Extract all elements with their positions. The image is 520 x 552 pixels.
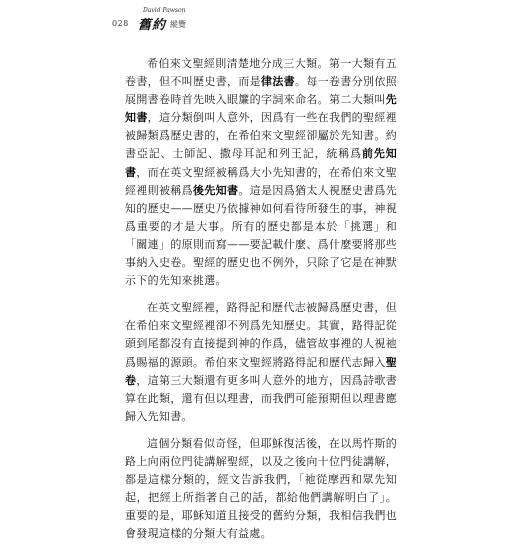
key-term: 後先知書 bbox=[193, 183, 239, 197]
key-term: 先知書 bbox=[125, 93, 397, 125]
text-run: 。這是因爲猶太人視歷史書爲先知的歷史——歷史乃依據神如何看待所發生的事，神視爲重要的才是大事。所有的歷史都是本於「挑選」和「關連」的原則而寫——要記載什麼、爲什麼要將那些事納入史卷。聖經的歷史也不例外，只除了它是在神默示下的先知來挑選。 bbox=[125, 183, 397, 288]
paragraph-1 bbox=[125, 55, 397, 290]
text-run: 希伯來文聖經則清楚地分成三大類。第一大類有五卷書，但不叫歷史書，而是 bbox=[125, 57, 397, 89]
key-term: 聖卷 bbox=[125, 355, 397, 387]
author-name: David Pawson bbox=[143, 7, 186, 14]
text-run: ，這第三大類還有更多叫人意外的地方，因爲詩歌書算在此類，還有但以理書，而我們可能預期但以理書應歸入先知書。 bbox=[125, 373, 397, 423]
text-run: 這個分類看似奇怪，但耶穌復活後，在以馬忤斯的路上向兩位門徒講解聖經，以及之後向十位門徒講解，都是這樣分類的，經文告訴我們，「祂從摩西和眾先知起，把經上所指著自己的話，都給他們講解明白了」。重要的是，耶穌知道且接受的舊約分類，我相信我們也會發現這樣的分類大有益處。 bbox=[125, 436, 397, 541]
text-run: 在英文聖經裡，路得記和歷代志被歸爲歷史書，但在希伯來文聖經裡卻不列爲先知歷史。其實，路得記從頭到尾都沒有直接提到神的作爲，儘管故事裡的人視祂爲賜福的源頭。希伯來文聖經將路得記和歷代志歸入 bbox=[125, 301, 397, 369]
text-run: ，這分類倒叫人意外，因爲有一些在我們的聖經裡被歸類爲歷史書的，在希伯來文聖經卻屬於先知書。約書亞記、士師記、撒母耳記和列王記，統稱爲 bbox=[125, 111, 397, 161]
book-subtitle: 縱覽 bbox=[170, 20, 186, 29]
paragraph-2 bbox=[125, 299, 397, 426]
page-number: 028 bbox=[112, 19, 129, 28]
paragraph-3 bbox=[125, 435, 397, 544]
body-text bbox=[125, 55, 397, 552]
text-run: ，而在英文聖經被稱爲大小先知書的，在希伯來文聖經裡則被稱爲 bbox=[125, 165, 397, 197]
key-term: 前先知書 bbox=[125, 147, 397, 179]
book-title: 舊約 bbox=[138, 18, 167, 33]
key-term: 律法書 bbox=[261, 75, 296, 89]
text-run: 。每一卷書分別依照展開書卷時首先映入眼簾的字詞來命名。第二大類叫 bbox=[125, 75, 398, 107]
